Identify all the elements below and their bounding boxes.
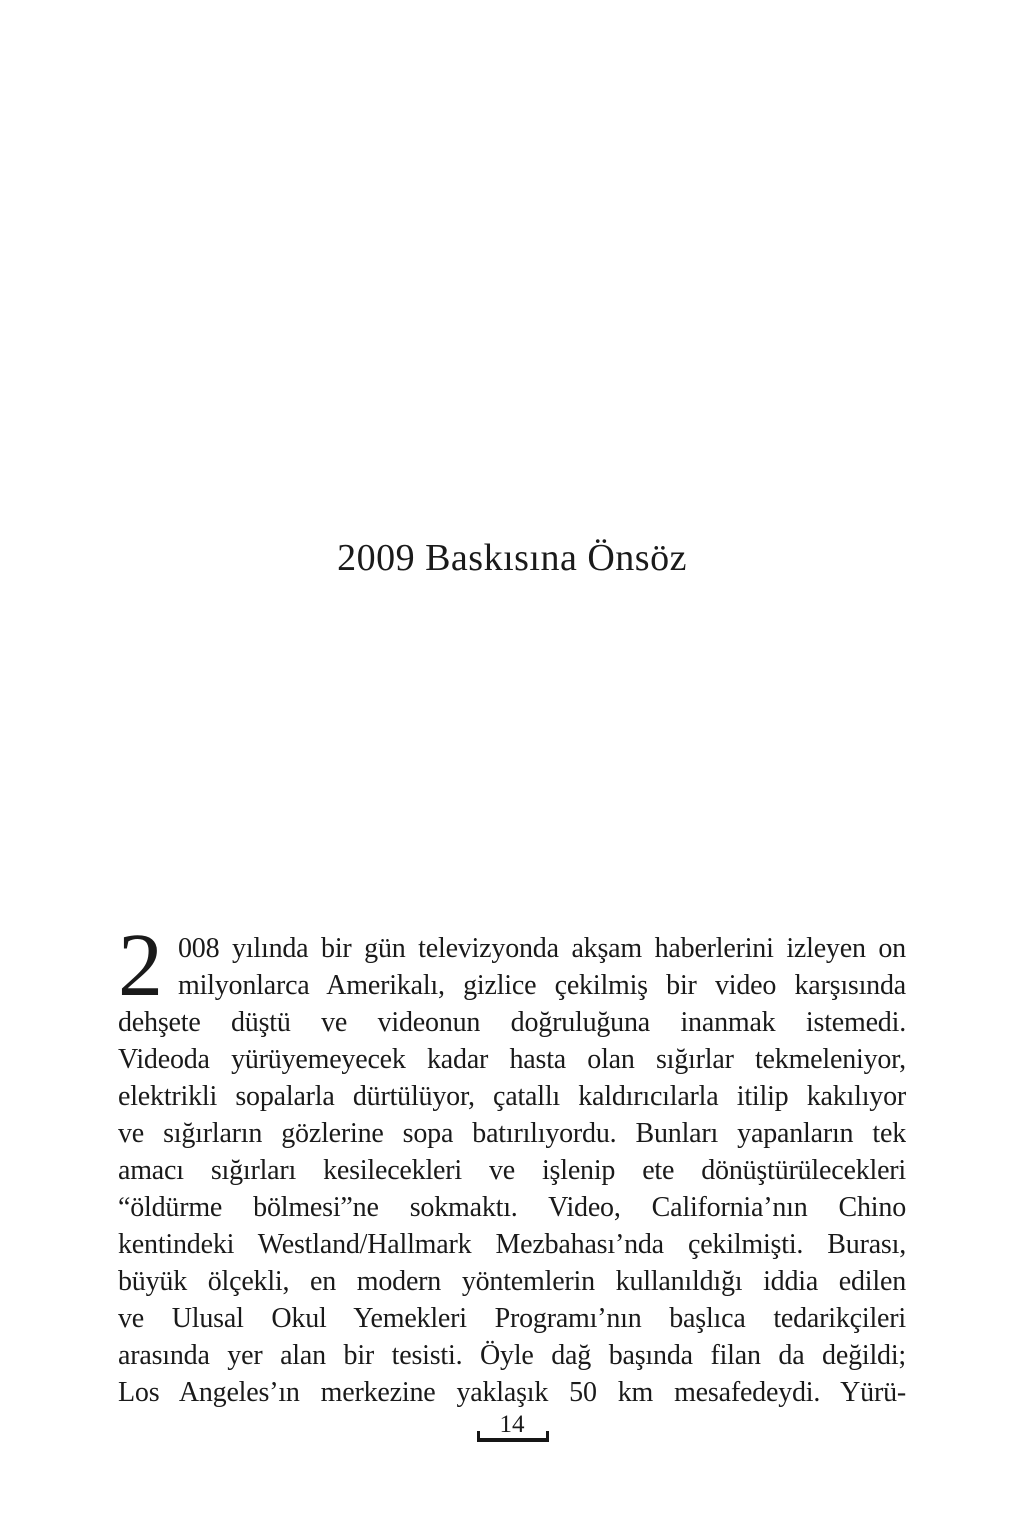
text-line: “öldürme bölmesi”ne sokmaktı. Video, California’nın Chino bbox=[118, 1192, 906, 1223]
text-line: ve sığırların gözlerine sopa batırılıyordu. Bunları yapanların tek bbox=[118, 1118, 906, 1149]
text-line: Videoda yürüyemeyecek kadar hasta olan sığırlar tekmeleniyor, bbox=[118, 1044, 906, 1075]
text-line: arasında yer alan bir tesisti. Öyle dağ başında filan da değildi; bbox=[118, 1340, 906, 1371]
text-line: amacı sığırları kesilecekleri ve işlenip ete dönüştürülecekleri bbox=[118, 1155, 906, 1186]
text-line: Los Angeles’ın merkezine yaklaşık 50 km mesafedeydi. Yürü- bbox=[118, 1377, 906, 1408]
text-line: milyonlarca Amerikalı, gizlice çekilmiş bir video karşısında bbox=[178, 970, 906, 1001]
text-line: büyük ölçekli, en modern yöntemlerin kullanıldığı iddia edilen bbox=[118, 1266, 906, 1297]
text-line: 008 yılında bir gün televizyonda akşam haberlerini izleyen on bbox=[178, 933, 906, 964]
text-line: kentindeki Westland/Hallmark Mezbahası’nda çekilmişti. Burası, bbox=[118, 1229, 906, 1260]
text-line: dehşete düştü ve videonun doğruluğuna inanmak istemedi. bbox=[118, 1007, 906, 1038]
drop-cap: 2 bbox=[118, 916, 163, 1015]
text-line: ve Ulusal Okul Yemekleri Programı’nın başlıca tedarikçileri bbox=[118, 1303, 906, 1334]
chapter-title: 2009 Baskısına Önsöz bbox=[337, 537, 687, 579]
text-line: elektrikli sopalarla dürtülüyor, çatallı kaldırıcılarla itilip kakılıyor bbox=[118, 1081, 906, 1112]
page-number: 14 bbox=[499, 1411, 525, 1438]
body-paragraph bbox=[118, 916, 906, 1411]
page-number-rule bbox=[477, 1431, 549, 1442]
